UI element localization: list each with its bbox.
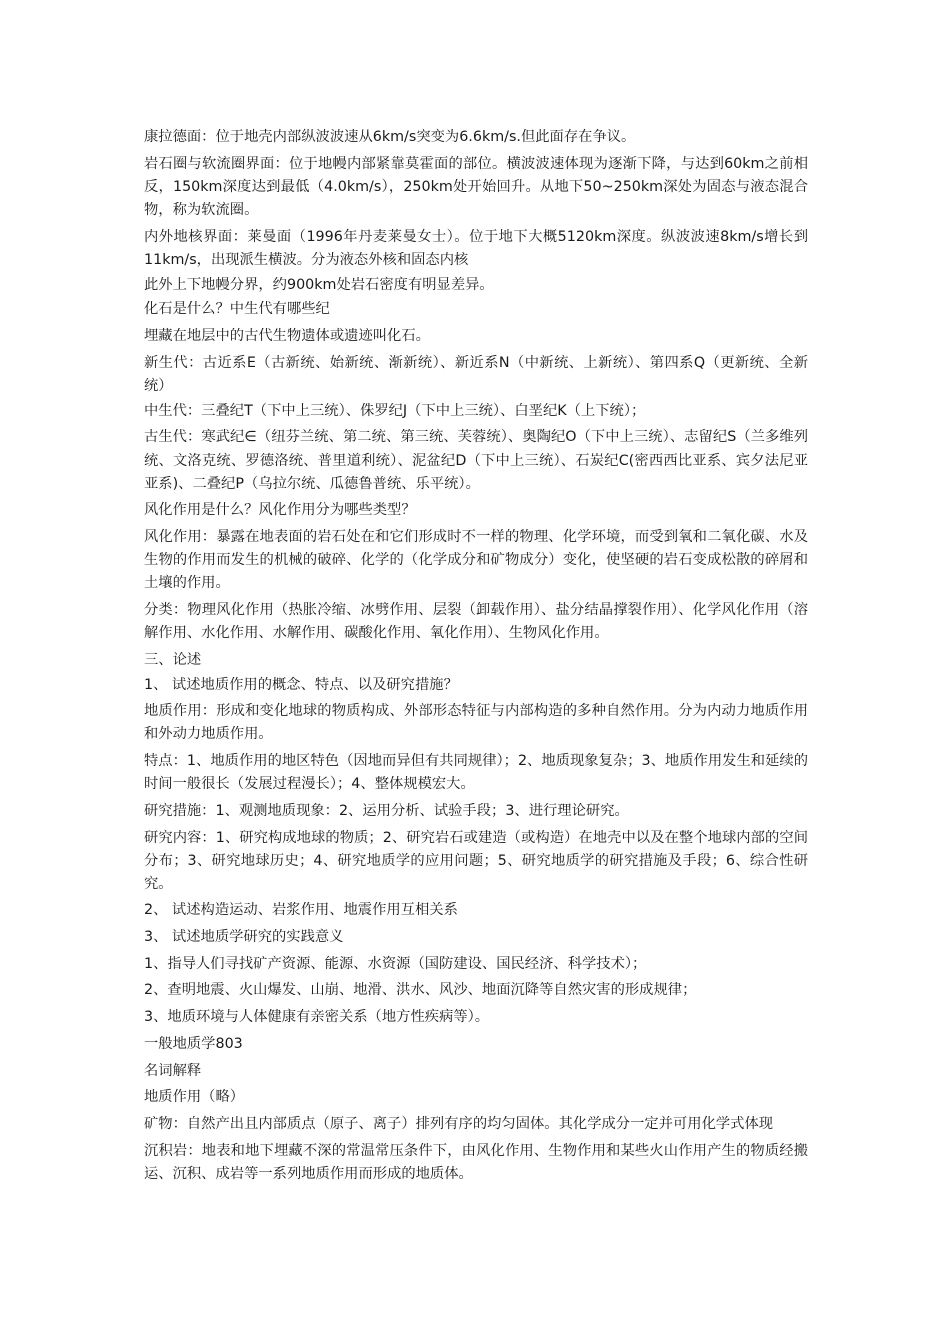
- section-heading-discussion: 三、论述: [144, 651, 202, 668]
- paragraph-lithosphere: 岩石圈与软流圈界面：位于地幔内部紧靠莫霍面的部位。横波波速体现为逐渐下降，与达到60km之前相反，150km深度达到最低（4.0km/s），250km处开始回升。从地下50~250km深处为固态与液态混合物，称为软流圈。: [144, 155, 808, 218]
- paragraph-characteristics: 特点：1、地质作用的地区特色（因地而异但有共同规律）；2、地质现象复杂；3、地质作用发生和延续的时间一般很长（发展过程漫长）；4、整体规模宏大。: [144, 753, 808, 793]
- paragraph-conrad: 康拉德面：位于地壳内部纵波波速从6km/s突变为6.6km/s.但此面存在争议。: [144, 129, 636, 145]
- paragraph-sedimentary-rock: 沉积岩：地表和地下埋藏不深的常温常压条件下，由风化作用、生物作用和某些火山作用产生的物质经搬运、沉积、成岩等一系列地质作用而形成的地质体。: [144, 1142, 808, 1182]
- question-1: 1、 试述地质作用的概念、特点、以及研究措施？: [144, 676, 458, 693]
- paragraph-weathering-definition: 风化作用：暴露在地表面的岩石处在和它们形成时不一样的物理、化学环境，而受到氧和二氧化碳、水及生物的作用而发生的机械的破碎、化学的（化学成分和矿物成分）变化，使坚硬的岩石变成松散的碎屑和土壤的作用。: [144, 529, 808, 592]
- heading-term-explanation: 名词解释: [144, 1062, 202, 1079]
- paragraph-geological-process-short: 地质作用（略）: [144, 1089, 245, 1106]
- paragraph-paleozoic: 古生代：寒武纪∈（纽芬兰统、第二统、第三统、芙蓉统）、奥陶纪O（下中上三统）、志留纪S（兰多维列统、文洛克统、罗德洛统、普里道利统）、泥盆纪D（下中上三统）、石炭纪C(密西西比亚系、宾夕法尼亚亚系)、二叠纪P（乌拉尔统、瓜德鲁普统、乐平统）。: [144, 429, 808, 492]
- paragraph-research-methods: 研究措施：1、观测地质现象：2、运用分析、试验手段；3、进行理论研究。: [144, 802, 629, 819]
- paragraph-cenozoic: 新生代：古近系E（古新统、始新统、渐新统）、新近系N（中新统、上新统）、第四系Q（更新统、全新统）: [144, 354, 808, 394]
- paragraph-mantle-boundary: 此外上下地幔分界，约900km处岩石密度有明显差异。: [144, 276, 494, 293]
- paragraph-mineral: 矿物：自然产出且内部质点（原子、离子）排列有序的均匀固体。其化学成分一定并可用化学式体现: [144, 1115, 774, 1132]
- document-body: [144, 126, 808, 1189]
- paragraph-weathering-types: 分类：物理风化作用（热胀冷缩、冰劈作用、层裂（卸载作用）、盐分结晶撑裂作用）、化学风化作用（溶解作用、水化作用、水解作用、碳酸化作用、氧化作用）、生物风化作用。: [144, 601, 808, 642]
- paragraph-core-boundary: 内外地核界面：莱曼面（1996年丹麦莱曼女士）。位于地下大概5120km深度。纵波波速8km/s增长到11km/s，出现派生横波。分为液态外核和固态内核: [144, 228, 808, 268]
- paragraph-geological-process: 地质作用：形成和变化地球的物质构成、外部形态特征与内部构造的多种自然作用。分为内动力地质作用和外动力地质作用。: [144, 703, 808, 743]
- paragraph-research-content: 研究内容：1、研究构成地球的物质；2、研究岩石或建造（或构造）在地壳中以及在整个地球内部的空间分布；3、研究地球历史；4、研究地质学的应用问题；5、研究地质学的研究措施及手段；6、综合性研究。: [144, 829, 808, 892]
- list-item-2: 2、查明地震、火山爆发、山崩、地滑、洪水、风沙、地面沉降等自然灾害的形成规律；: [144, 982, 697, 999]
- question-3: 3、 试述地质学研究的实践意义: [144, 929, 344, 946]
- paragraph-fossil-definition: 埋藏在地层中的古代生物遗体或遗迹叫化石。: [144, 328, 430, 345]
- list-item-3: 3、地质环境与人体健康有亲密关系（地方性疾病等）。: [144, 1009, 490, 1026]
- question-2: 2、 试述构造运动、岩浆作用、地震作用互相关系: [144, 902, 458, 919]
- list-item-1: 1、指导人们寻找矿产资源、能源、水资源（国防建设、国民经济、科学技术）；: [144, 955, 647, 972]
- paragraph-mesozoic: 中生代：三叠纪T（下中上三统）、侏罗纪J（下中上三统）、白垩纪K（上下统）；: [144, 402, 646, 419]
- question-weathering: 风化作用是什么？风化作用分为哪些类型？: [144, 502, 416, 519]
- heading-general-geology: 一般地质学803: [144, 1035, 243, 1052]
- question-fossil: 化石是什么？中生代有哪些纪: [144, 301, 330, 318]
